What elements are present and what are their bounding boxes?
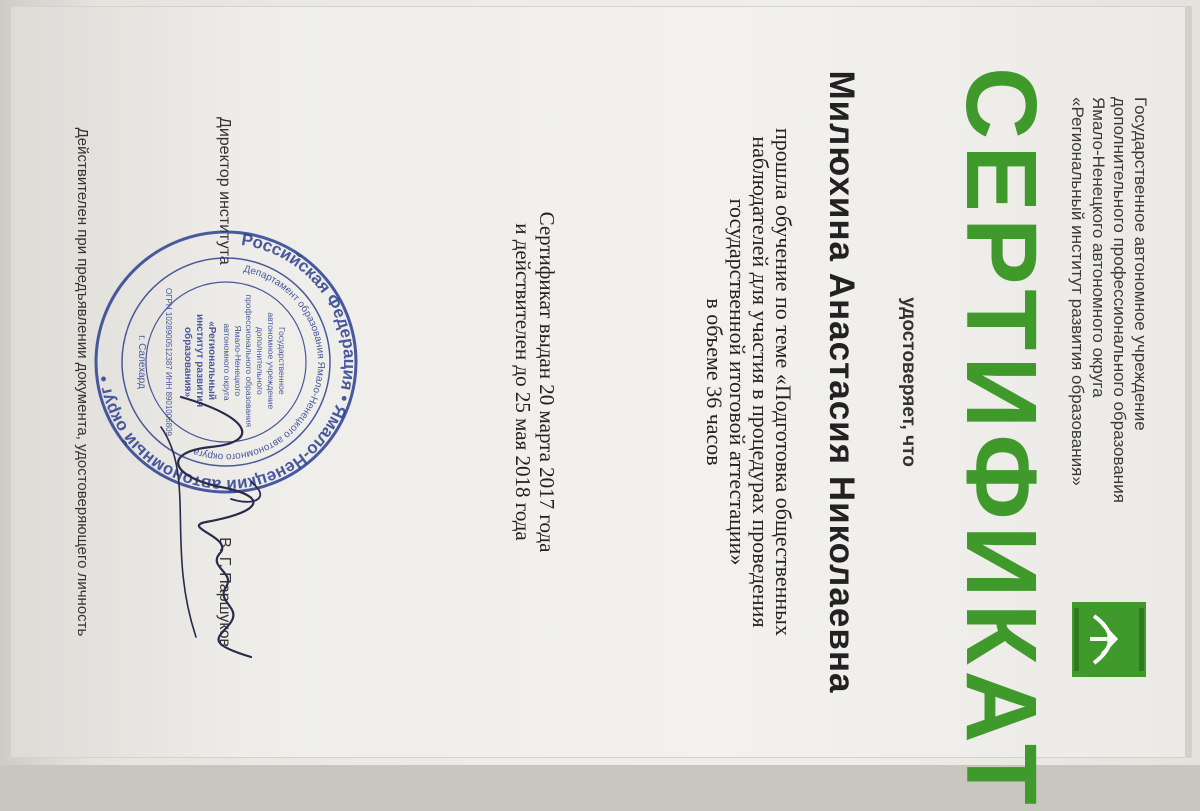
institution-line: Ямало-Ненецкого автономного округа [1089, 97, 1108, 398]
validity-note: Действителен при предъявлении документа, удостоверяющего личность [74, 127, 91, 637]
issue-info [511, 67, 559, 697]
director-signature [141, 387, 291, 667]
certifies-text: удостоверяет, что [898, 297, 919, 467]
seal-inner-line: дополнительного [255, 326, 265, 395]
seal-inner-line: автономное учреждение [266, 312, 276, 410]
issue-date: Сертификат выдан 20 марта 2017 года [535, 211, 559, 553]
decorative-border [1185, 7, 1191, 757]
seal-inner-line: «Региональный [206, 321, 217, 401]
seal-inner-line: институт развития [194, 313, 205, 408]
certificate-sheet [10, 6, 1192, 811]
seal-inner-line: Государственное [277, 327, 287, 395]
seal-inner-line: профессионального образования [244, 294, 254, 428]
course-line: прошла обучение по теме «Подготовка общественных [771, 128, 796, 636]
seal-inner-line: Ямало-Ненецкого [233, 325, 243, 397]
course-line: государственной итоговой аттестации» [725, 198, 750, 566]
course-hours: в объеме 36 часов [702, 298, 727, 466]
director-title: Директор института [216, 117, 233, 265]
svg-text:г. Салехард [136, 335, 147, 389]
seal-inner-line: автономного округа [222, 323, 232, 401]
certificate-content [11, 7, 1191, 811]
seal-ring-text: Департамент образования Ямало-Ненецкого автономного округа [191, 263, 327, 463]
seal-outer-text: Российская Федерация • Ямало-Ненецкий автономный округ • [93, 230, 360, 496]
valid-until: и действителен до 25 мая 2018 года [511, 223, 535, 541]
seal-city: г. Салехард [136, 335, 147, 389]
course-description [703, 47, 795, 717]
institute-logo-icon [1072, 602, 1146, 677]
course-line: наблюдателей для участия в процедурах проведения [748, 136, 773, 628]
director-name: В. Г. Паршуков [216, 537, 233, 647]
certificate-title: СЕРТИФИКАТ [945, 67, 1057, 811]
institution-line: «Региональный институт развития образования» [1068, 97, 1087, 486]
seal-ogrn: ОГРН 1028900512387 ИНН 8901006809 [164, 288, 173, 436]
institution-line: дополнительного профессионального образования [1110, 97, 1129, 503]
institution-line: Государственное автономное учреждение [1131, 97, 1150, 431]
institution-header [1067, 97, 1151, 657]
seal-inner-line: образования» [182, 326, 193, 398]
recipient-name: Милюхина Анастасия Николаевна [822, 70, 861, 694]
